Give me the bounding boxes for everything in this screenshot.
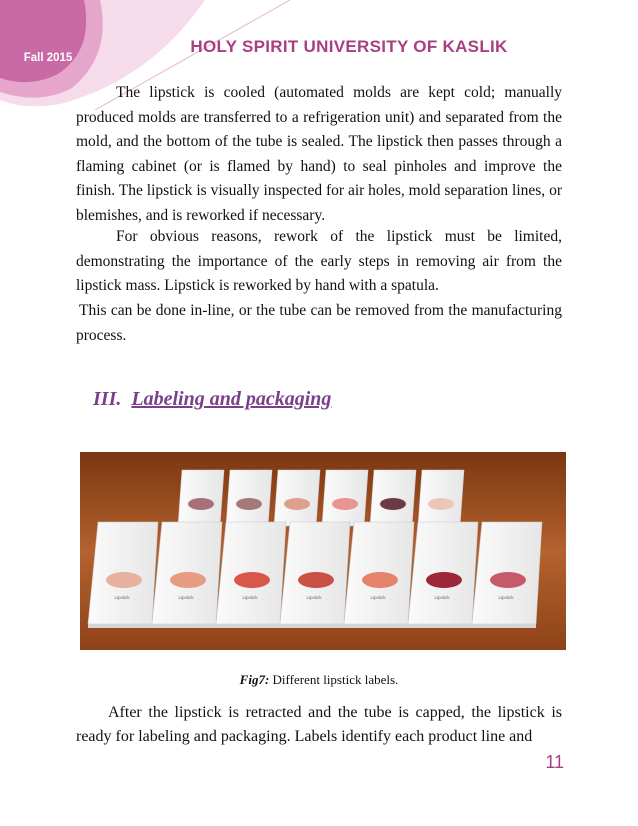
shade-swatch — [236, 498, 262, 510]
figure-caption-text: Different lipstick labels. — [272, 672, 399, 687]
shade-swatch — [106, 572, 142, 588]
box-label: Lipstick — [306, 595, 322, 600]
body-paragraph: For obvious reasons, rework of the lipstick must be limited, demonstrating the importance of the early steps in removing air from the lipstick mass. Lipstick is reworked by hand with a spatula. — [76, 228, 562, 294]
lipstick-box — [472, 522, 542, 628]
lipstick-box — [370, 470, 416, 526]
lipstick-boxes-photo — [80, 452, 566, 650]
shade-swatch — [380, 498, 406, 510]
shade-swatch — [428, 498, 454, 510]
body-paragraph: This can be done in-line, or the tube can be removed from the manufacturing process. — [76, 302, 562, 344]
box-label: Lipstick — [114, 595, 130, 600]
box-label: Lipstick — [178, 595, 194, 600]
lipstick-box — [216, 522, 286, 628]
page-number: 11 — [545, 752, 564, 772]
shade-swatch — [426, 572, 462, 588]
shade-swatch — [234, 572, 270, 588]
box-label: Lipstick — [434, 595, 450, 600]
lipstick-box — [274, 470, 320, 526]
lipstick-box — [226, 470, 272, 526]
shade-swatch — [284, 498, 310, 510]
lipstick-box — [280, 522, 350, 628]
body-paragraph: The lipstick is cooled (automated molds are kept cold; manually produced molds are transferred to a refrigeration unit) and separated from the mold, and the bottom of the tube is sealed. The lipstick then passes through a flaming cabinet (or is flamed by hand) to seal pinholes and improve the finish. The lipstick is visually inspected for air holes, mold separation lines, or blemishes, and is reworked if necessary. — [76, 84, 562, 224]
section-number: III. — [93, 388, 122, 410]
lipstick-box — [178, 470, 224, 526]
lipstick-box — [88, 522, 158, 628]
lipstick-box — [322, 470, 368, 526]
figure-label: Fig7: — [239, 672, 270, 687]
page-header-title: HOLY SPIRIT UNIVERSITY OF KASLIK — [190, 37, 508, 56]
figure-caption — [0, 672, 638, 688]
shade-swatch — [332, 498, 358, 510]
box-label: Lipstick — [498, 595, 514, 600]
section-heading — [93, 388, 331, 411]
shade-swatch — [362, 572, 398, 588]
lipstick-box — [418, 470, 464, 526]
lipstick-box — [152, 522, 222, 628]
lipstick-box — [408, 522, 478, 628]
shade-swatch — [490, 572, 526, 588]
box-label: Lipstick — [242, 595, 258, 600]
box-label: Lipstick — [370, 595, 386, 600]
shade-swatch — [188, 498, 214, 510]
lipstick-box — [344, 522, 414, 628]
body-paragraph: After the lipstick is retracted and the tube is capped, the lipstick is ready for labeling and packaging. Labels identify each product line and — [76, 704, 562, 745]
shade-swatch — [170, 572, 206, 588]
shade-swatch — [298, 572, 334, 588]
section-title: Labeling and packaging — [131, 388, 332, 410]
semester-badge: Fall 2015 — [23, 52, 73, 64]
